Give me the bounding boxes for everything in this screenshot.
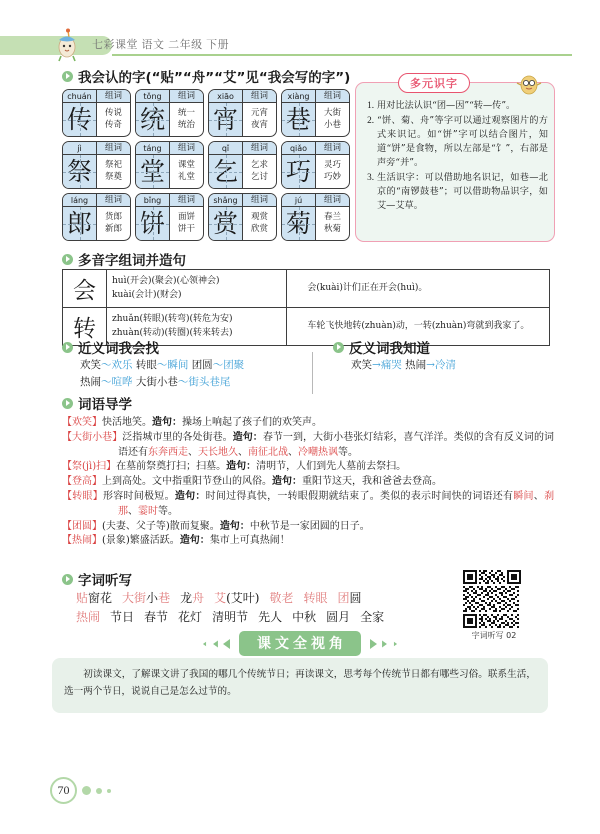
- section-title-recognize: 我会认的字(“贴”“舟”“艾”见“我会写的字”): [78, 70, 351, 86]
- tilde-icon: ～: [212, 359, 224, 371]
- card-pinyin: tǒng: [136, 90, 170, 103]
- card-pinyin: jú: [282, 194, 316, 207]
- card-word: 统一: [177, 108, 195, 119]
- vocab-zaoju-label: 造句：: [179, 535, 210, 547]
- tilde-icon: ～: [101, 359, 112, 371]
- tilde-icon: ～: [156, 359, 168, 371]
- card-words: [97, 207, 130, 240]
- card-words: [170, 155, 203, 188]
- card-words: [170, 103, 203, 136]
- card-words: [316, 207, 349, 240]
- page-number: 70: [50, 777, 77, 804]
- full-view-banner: [0, 631, 600, 656]
- qr-caption: 字词听写 02: [471, 631, 517, 640]
- duoyuan-item: [362, 99, 548, 113]
- card-word: 传说: [104, 108, 122, 119]
- section-title-antonyms: 反义词我知道: [349, 341, 430, 357]
- vocab-item: [62, 460, 554, 475]
- vocab-separator: 、: [533, 490, 545, 502]
- dictation-word-part: 贴: [76, 591, 89, 605]
- dictation-block: [62, 569, 462, 628]
- duoyuan-item-text: 生活识字：可以借助地名识记，如巷—北京的“南锣鼓巷”；可以借助物品识字，如艾—艾草。: [377, 171, 548, 211]
- vocab-headword: 【登高】: [62, 476, 102, 488]
- dictation-word: [214, 589, 259, 608]
- decor-dot: [82, 786, 91, 795]
- dictation-word-part: 春节: [144, 610, 169, 625]
- card-words: [316, 155, 349, 188]
- arrow-icon: →: [426, 359, 435, 371]
- dictation-word: [180, 589, 204, 608]
- card-words: [243, 155, 276, 188]
- dictation-line: [76, 589, 462, 608]
- card-zuci-label: 组词: [170, 90, 203, 103]
- vocab-tail: 等。: [338, 446, 358, 458]
- card-zuci-label: 组词: [170, 142, 203, 155]
- vocab-related-word: 刹那: [118, 490, 555, 517]
- card-pinyin: táng: [136, 142, 170, 155]
- vocab-headword: 【大街小巷】: [62, 431, 123, 443]
- polyphone-reading-line: zhuàn(转动)(转圈)(转来转去): [112, 327, 233, 338]
- card-words: [97, 103, 130, 136]
- vocab-item: [62, 534, 554, 549]
- vocab-related-word: 瞬间: [513, 490, 534, 502]
- dictation-word: [326, 608, 350, 627]
- dictation-word: [178, 608, 202, 627]
- card-words: [243, 103, 276, 136]
- card-zuci-label: 组词: [243, 194, 276, 207]
- card-character: 郎: [63, 207, 97, 240]
- vocab-example: 中秋节是一家团圆的日子。: [249, 520, 370, 532]
- dictation-word-part: 转眼: [303, 591, 328, 605]
- card-word: 灵巧: [323, 160, 341, 171]
- synonym-word-b: 欢乐: [111, 359, 133, 371]
- vocab-headword: 【转眼】: [62, 490, 104, 502]
- antonym-word-b: 痛哭: [380, 359, 402, 371]
- dictation-word: [144, 608, 168, 627]
- card-words: [316, 103, 349, 136]
- character-card: [281, 193, 350, 241]
- character-card: [62, 193, 131, 241]
- synonym-list: [62, 357, 302, 391]
- vocab-separator: 、: [288, 446, 298, 458]
- card-word: 饼干: [177, 224, 195, 234]
- dictation-word: [76, 608, 100, 627]
- card-character: 统: [136, 103, 170, 136]
- card-zuci-label: 组词: [316, 194, 349, 207]
- synonym-block: [62, 337, 302, 391]
- dictation-word-part: 全家: [360, 610, 385, 625]
- card-word: 礼堂: [177, 172, 195, 182]
- section-title-polyphone: 多音字组词并造句: [78, 253, 186, 269]
- polyphone-character: 会: [63, 270, 107, 308]
- card-pinyin: qiǎo: [282, 142, 316, 155]
- vocab-zaoju-label: 造句：: [219, 520, 250, 532]
- card-word: 祭奠: [104, 172, 122, 182]
- vocab-separator: 、: [188, 446, 198, 458]
- card-words: [97, 155, 130, 188]
- dictation-word-part: 清明节: [212, 610, 249, 625]
- tilde-icon: ～: [101, 376, 112, 388]
- character-card: [135, 89, 204, 137]
- card-pinyin: jì: [63, 142, 97, 155]
- section-heading-polyphone: [62, 249, 186, 269]
- synonym-word-a: 团圆: [191, 359, 213, 371]
- glasses-mascot-icon: [516, 71, 542, 97]
- dictation-word-part: 巷: [158, 591, 171, 605]
- dictation-word-part: 中秋: [292, 610, 317, 625]
- vocab-headword: 【热闹】: [62, 535, 102, 547]
- synonym-word-a: 欢笑: [80, 359, 101, 371]
- character-card: [62, 141, 131, 189]
- vocab-example: 春节一到，大街小巷张灯结彩，喜气洋洋。类似的含有反义词的词语还有: [118, 431, 555, 458]
- character-card: [208, 193, 277, 241]
- card-pinyin: chuán: [63, 90, 97, 103]
- dictation-word-part: 舟: [192, 591, 205, 605]
- duoyuan-item: [362, 114, 548, 170]
- boy-mascot-icon: [52, 28, 82, 62]
- character-card: [208, 141, 277, 189]
- dictation-word-part: 先人: [258, 610, 283, 625]
- card-word: 元宵: [250, 108, 268, 119]
- dictation-word-part: 艾: [214, 591, 227, 605]
- vocab-definition: (夫妻、父子等)散而复聚。: [102, 520, 220, 532]
- antonym-word-a: 热闹: [405, 359, 427, 371]
- dictation-word-part: 龙: [180, 591, 193, 605]
- vocab-example: 清明节，人们到先人墓前去祭扫。: [256, 461, 407, 473]
- polyphone-reading-line: kuài(会计)(财会): [112, 289, 182, 300]
- header-rule: [112, 54, 572, 56]
- qr-code-icon[interactable]: [463, 570, 521, 628]
- card-zuci-label: 组词: [243, 142, 276, 155]
- card-pinyin: qǐ: [209, 142, 243, 155]
- synonym-word-a: 热闹: [80, 376, 101, 388]
- duoyuan-shizi-box: [355, 77, 555, 242]
- dictation-word: [304, 589, 328, 608]
- play-bullet-icon: [62, 342, 73, 353]
- vocab-item: [62, 520, 554, 535]
- triangle-left-icon: [223, 639, 230, 649]
- synonym-word-b: 喧哗: [111, 376, 133, 388]
- duoyuan-item-number: 2.: [367, 114, 374, 125]
- card-pinyin: shǎng: [209, 194, 243, 207]
- vocab-headword: 【团圆】: [62, 520, 102, 532]
- duoyuan-badge: 多元识字: [398, 73, 470, 93]
- character-card: [281, 141, 350, 189]
- polyphone-row: [63, 270, 550, 308]
- card-character: 乞: [209, 155, 243, 188]
- duoyuan-item-text: 用对比法认识“团—因”“转—传”。: [377, 100, 516, 111]
- card-zuci-label: 组词: [170, 194, 203, 207]
- card-zuci-label: 组词: [97, 142, 130, 155]
- vocab-zaoju-label: 造句：: [232, 431, 263, 443]
- dictation-word-part: 窗花: [88, 591, 113, 605]
- antonym-word-b: 冷清: [434, 359, 456, 371]
- card-pinyin: bǐng: [136, 194, 170, 207]
- character-card: [135, 193, 204, 241]
- card-word: 新郎: [104, 224, 122, 234]
- card-word: 乞求: [250, 160, 268, 171]
- vocab-headword: 【祭(jì)扫】: [62, 461, 117, 473]
- synonym-line: [80, 374, 302, 391]
- page-header: [0, 28, 600, 62]
- play-bullet-icon: [62, 398, 73, 409]
- card-word: 观赏: [250, 212, 268, 223]
- dictation-word: [338, 589, 362, 608]
- polyphone-sentence: 车轮飞快地转(zhuàn)动，一转(zhuàn)弯就到我家了。: [287, 308, 550, 346]
- vocab-headword: 【欢笑】: [62, 417, 102, 428]
- dictation-word-part: 敬老: [269, 591, 294, 605]
- note-text: 初读课文，了解课文讲了我国的哪几个传统节日；再读课文，思考每个传统节日都有哪些习俗。联系生活，选一两个节日，说说自己是怎么过节的。: [64, 669, 536, 697]
- card-word: 夜宵: [250, 120, 268, 130]
- card-word: 春兰: [323, 212, 341, 223]
- triangle-left-icon: [213, 640, 218, 647]
- antonym-word-a: 欢笑: [351, 359, 372, 371]
- vocab-definition: 形容时间极短。: [103, 490, 175, 502]
- card-character: 菊: [282, 207, 316, 240]
- card-character: 巧: [282, 155, 316, 188]
- dictation-word: [270, 589, 294, 608]
- card-word: 祭祀: [104, 160, 122, 171]
- dictation-word: [110, 608, 134, 627]
- vocab-zaoju-label: 造句：: [226, 461, 257, 473]
- synonym-word-a: 转眼: [135, 359, 157, 371]
- card-zuci-label: 组词: [97, 90, 130, 103]
- triangle-right-icon: [394, 641, 397, 646]
- play-bullet-icon: [62, 71, 73, 82]
- polyphone-readings: [107, 270, 287, 308]
- dictation-word: [212, 608, 248, 627]
- card-pinyin: xiàng: [282, 90, 316, 103]
- duoyuan-item-number: 3.: [367, 171, 374, 182]
- vocab-related-word: 霎时: [138, 505, 158, 517]
- dictation-word: [258, 608, 282, 627]
- column-divider: [312, 352, 313, 394]
- duoyuan-item-number: 1.: [367, 100, 374, 110]
- vocab-zaoju-label: 造句：: [152, 417, 182, 428]
- dictation-word-lines: [62, 589, 462, 628]
- card-word: 欣赏: [250, 224, 268, 234]
- card-character: 饼: [136, 207, 170, 240]
- character-card: [62, 89, 131, 137]
- card-words: [170, 207, 203, 240]
- card-pinyin: xiāo: [209, 90, 243, 103]
- antonym-block: [333, 337, 563, 374]
- synonym-word-b: 街头巷尾: [188, 376, 231, 388]
- vocab-zaoju-label: 造句：: [174, 490, 206, 502]
- antonym-line: [351, 357, 563, 374]
- arrow-icon: →: [372, 359, 381, 371]
- vocab-related-word: 东奔西走: [148, 446, 188, 458]
- vocab-example: 时间过得真快，一转眼假期就结束了。类似的表示时间快的词语还有: [205, 490, 514, 502]
- character-card: [135, 141, 204, 189]
- dictation-word-part: 圆月: [326, 610, 351, 625]
- dictation-line: [76, 608, 462, 627]
- breadcrumb: 七彩课堂 语文 二年级 下册: [92, 39, 230, 51]
- play-bullet-icon: [333, 342, 344, 353]
- polyphone-reading-line: zhuǎn(转眼)(转弯)(转危为安): [112, 314, 233, 324]
- polyphone-table: [62, 269, 550, 346]
- section-title-synonyms: 近义词我会找: [78, 341, 159, 357]
- antonym-list: [333, 357, 563, 374]
- vocab-related-word: 冷嘲热讽: [298, 446, 338, 458]
- duoyuan-content: [362, 99, 548, 237]
- vocab-related-word: 天长地久: [198, 446, 238, 458]
- polyphone-table-wrap: [62, 269, 550, 346]
- play-bullet-icon: [62, 574, 73, 585]
- triangle-left-icon: [203, 641, 206, 646]
- dictation-word-part: 花灯: [178, 610, 203, 625]
- section-heading-recognize: [62, 66, 350, 86]
- vocab-separator: 、: [128, 505, 138, 517]
- vocab-definition: 上到高处。文中指重阳节登山的风俗。: [102, 476, 272, 488]
- duoyuan-item-text: “饼、菊、舟”等字可以通过观察图片的方式来识记。如“饼”字可以结合图片，知道“饼”是食物，所以左部是“饣”，右部是声旁“并”。: [377, 114, 548, 168]
- card-character: 宵: [209, 103, 243, 136]
- triangle-right-icon: [382, 640, 387, 647]
- card-zuci-label: 组词: [243, 90, 276, 103]
- vocab-definition: 快活地笑。: [102, 417, 152, 428]
- card-word: 面饼: [177, 212, 195, 223]
- card-zuci-label: 组词: [316, 142, 349, 155]
- dictation-word-part: 热闹: [76, 610, 101, 625]
- play-bullet-icon: [62, 254, 73, 265]
- vocab-item: [62, 490, 554, 520]
- card-word: 小巷: [323, 120, 341, 130]
- vocab-list: [62, 416, 554, 549]
- character-card: [281, 89, 350, 137]
- banner-label: 课文全视角: [239, 631, 361, 656]
- vocab-definition: (景象)繁盛活跃。: [102, 535, 180, 547]
- card-words: [243, 207, 276, 240]
- dictation-word: [360, 608, 384, 627]
- card-character: 传: [63, 103, 97, 136]
- vocab-example: 集市上可真热闹！: [209, 535, 290, 547]
- card-word: 传奇: [104, 120, 122, 130]
- vocab-tail: 等。: [158, 505, 178, 517]
- decor-dot: [96, 788, 102, 794]
- section-title-vocab: 词语导学: [78, 397, 132, 413]
- polyphone-character: 转: [63, 308, 107, 346]
- card-pinyin: láng: [63, 194, 97, 207]
- card-word: 大街: [323, 108, 341, 119]
- dictation-word-part: (艾叶): [226, 591, 260, 605]
- vocab-related-word: 南征北战: [248, 446, 288, 458]
- character-card: [208, 89, 277, 137]
- vocab-definition: 泛指城市里的各处街巷。: [122, 431, 233, 443]
- vocab-example: 操场上响起了孩子们的欢笑声。: [182, 417, 322, 428]
- card-zuci-label: 组词: [316, 90, 349, 103]
- synonym-word-a: 大街小巷: [135, 376, 178, 388]
- dictation-word-part: 节日: [110, 610, 135, 625]
- dictation-word: [76, 589, 112, 608]
- card-word: 巧妙: [323, 172, 341, 182]
- character-card-grid: [62, 89, 350, 245]
- dictation-word: [292, 608, 316, 627]
- card-word: 秋菊: [323, 224, 341, 234]
- card-character: 巷: [282, 103, 316, 136]
- polyphone-reading-line: huì(开会)(聚会)(心领神会): [112, 276, 220, 286]
- vocab-block: [62, 393, 554, 549]
- tilde-icon: ～: [177, 376, 189, 388]
- synonym-word-b: 瞬间: [167, 359, 189, 371]
- decor-dot: [107, 789, 111, 793]
- card-word: 货郎: [104, 212, 122, 223]
- polyphone-sentence: 会(kuài)计们正在开会(huì)。: [287, 270, 550, 308]
- vocab-definition: 在墓前祭奠打扫；扫墓。: [116, 461, 227, 473]
- card-zuci-label: 组词: [97, 194, 130, 207]
- section-title-dictation: 字词听写: [78, 573, 132, 589]
- triangle-right-icon: [370, 639, 377, 649]
- dictation-word-part: 团: [337, 591, 350, 605]
- duoyuan-item: [362, 171, 548, 213]
- vocab-separator: 、: [238, 446, 248, 458]
- card-character: 祭: [63, 155, 97, 188]
- dictation-word-part: 圆: [349, 591, 362, 605]
- card-word: 统治: [177, 120, 195, 130]
- card-word: 课堂: [177, 160, 195, 171]
- dictation-word-part: 小: [146, 591, 159, 605]
- dictation-word: [122, 589, 170, 608]
- card-word: 乞讨: [250, 172, 268, 182]
- vocab-example: 重阳节这天，我和爸爸去登高。: [302, 476, 442, 488]
- vocab-zaoju-label: 造句：: [272, 476, 302, 488]
- reading-task-note: [52, 658, 548, 713]
- synonym-line: [80, 357, 302, 374]
- page-footer: [50, 777, 111, 804]
- vocab-item: [62, 475, 554, 490]
- vocab-item: [62, 431, 554, 461]
- synonym-word-b: 团聚: [223, 359, 245, 371]
- card-character: 赏: [209, 207, 243, 240]
- dictation-word-part: 大街: [122, 591, 147, 605]
- vocab-item: [62, 416, 554, 431]
- card-character: 堂: [136, 155, 170, 188]
